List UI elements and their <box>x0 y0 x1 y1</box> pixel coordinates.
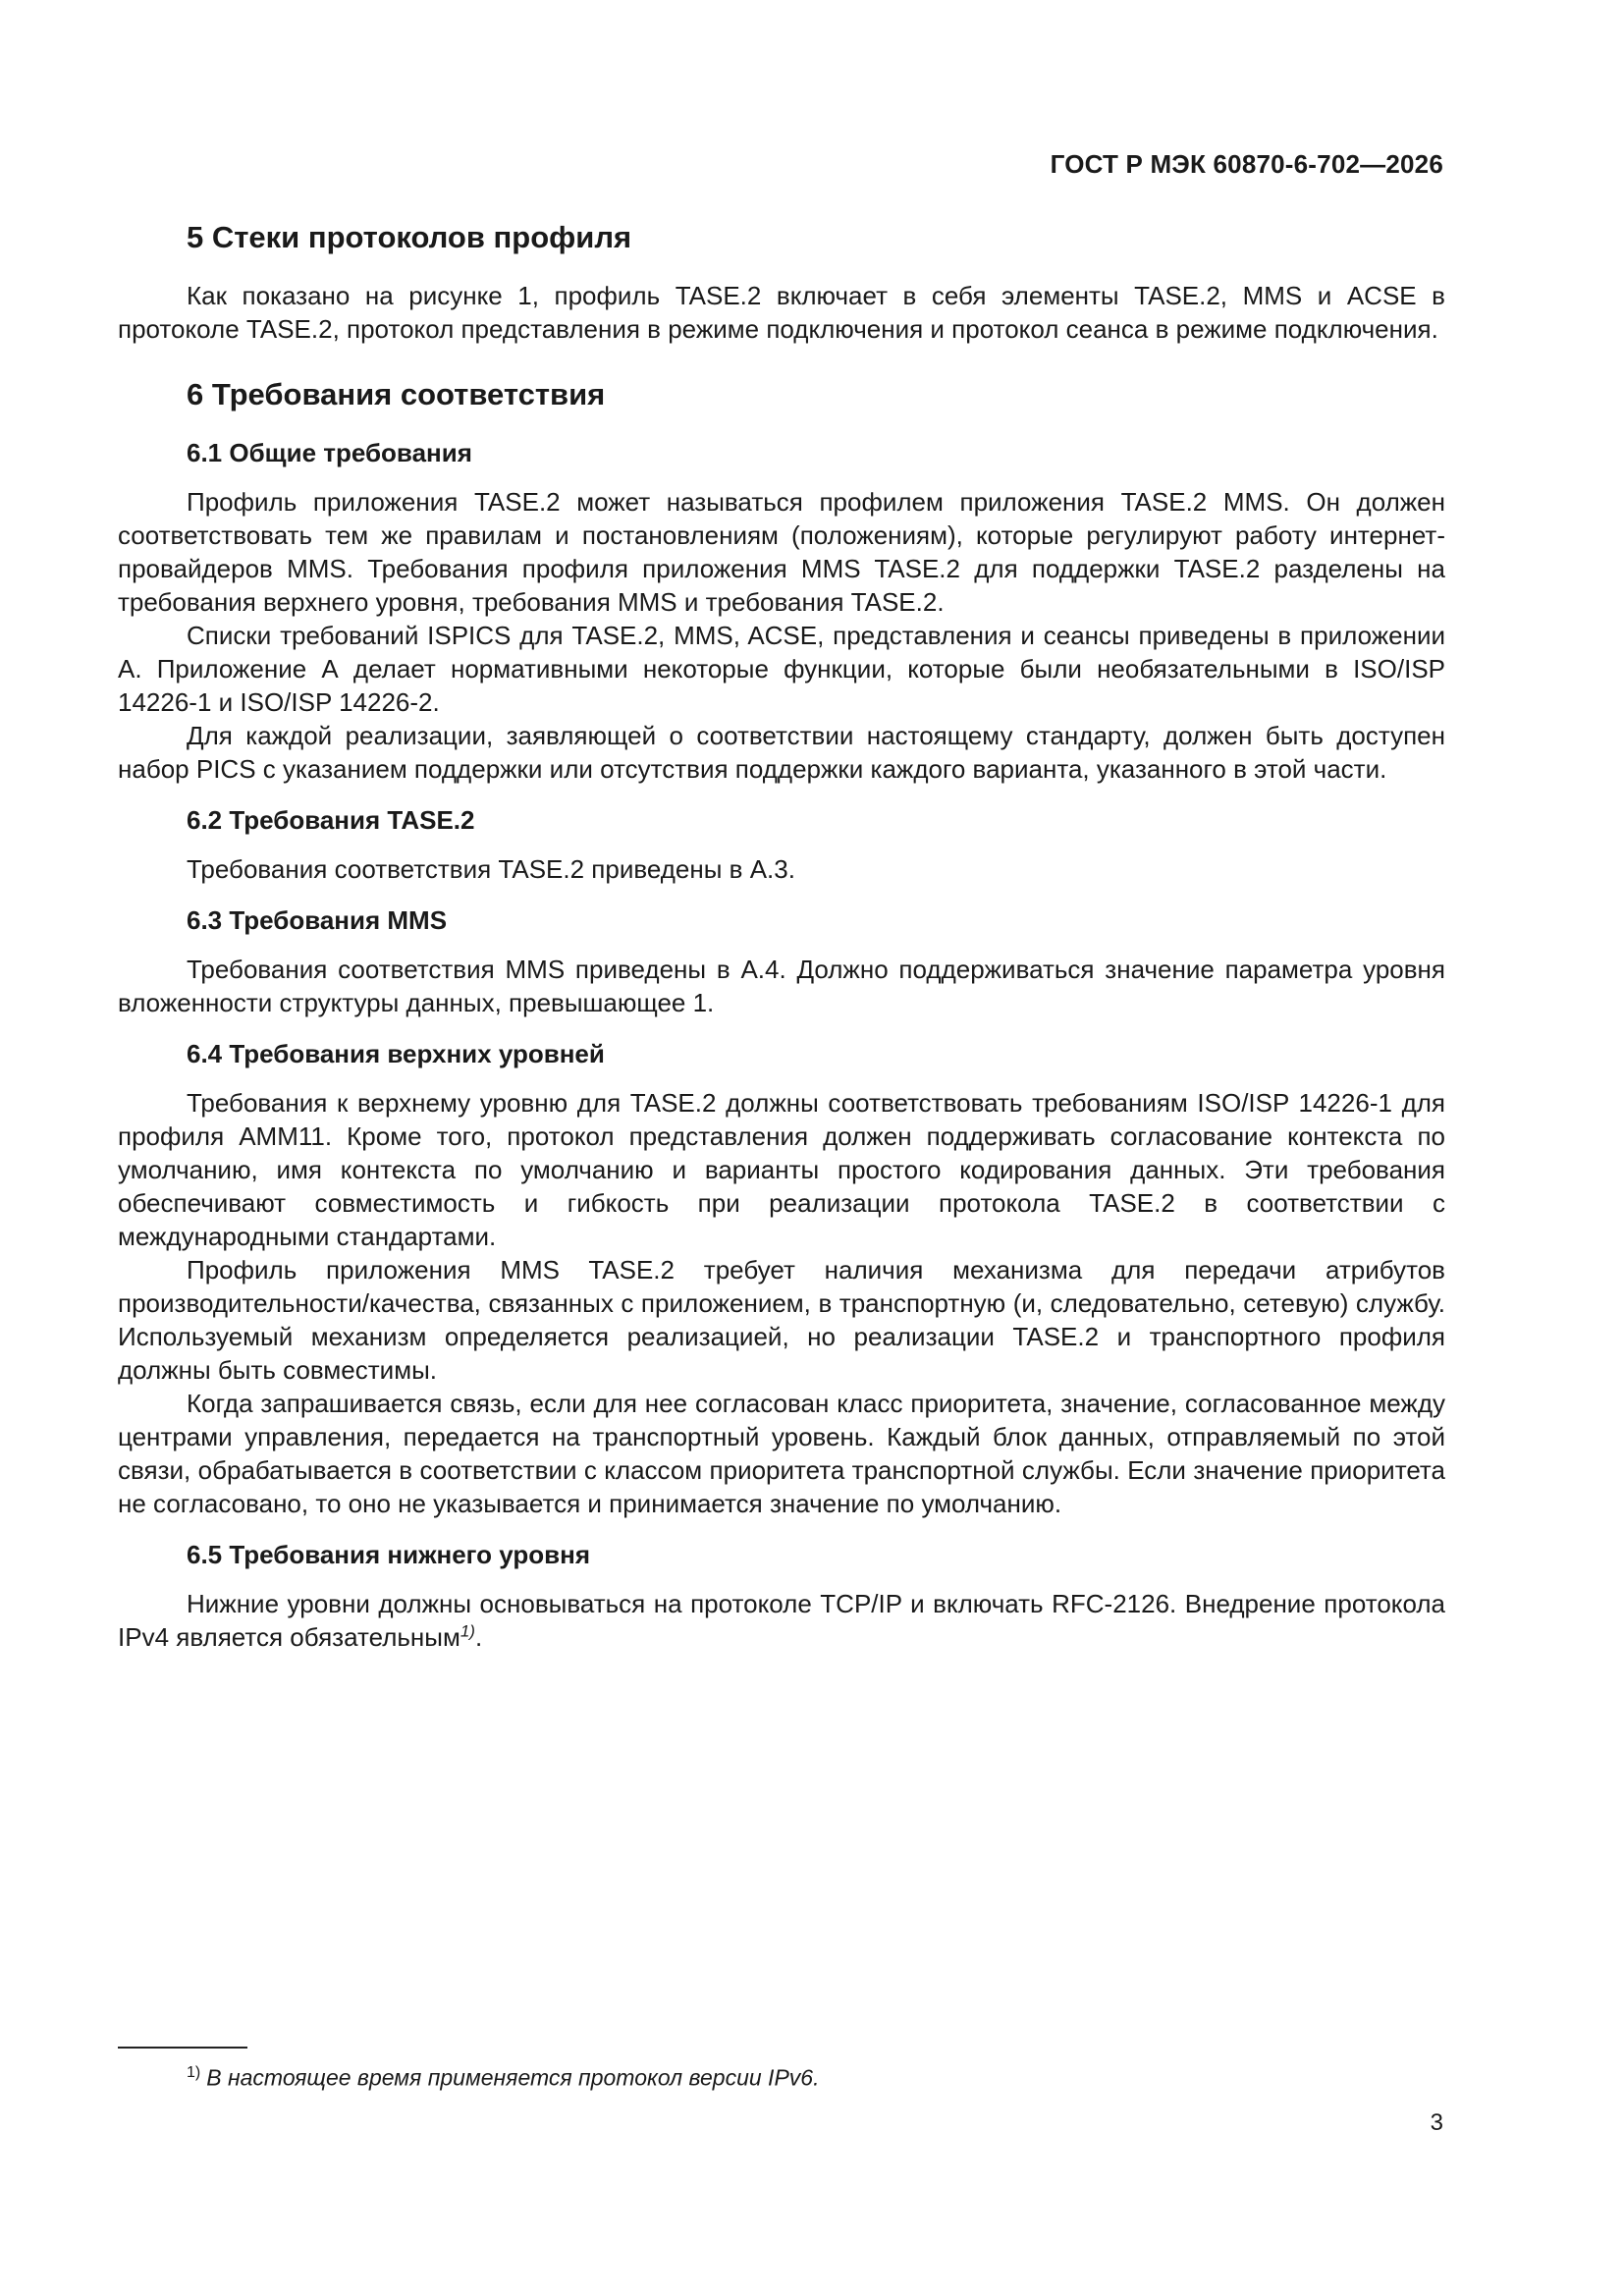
page-number: 3 <box>1430 2109 1443 2136</box>
page-body <box>118 218 1445 1654</box>
subsection-6-4-heading: 6.4 Требования верхних уровней <box>187 1039 605 1068</box>
subsection-6-2-paragraph: Требования соответствия TASE.2 приведены в А.3. <box>187 854 795 884</box>
section-5-paragraph: Как показано на рисунке 1, профиль TASE.2 включает в себя элементы TASE.2, MMS и ACSE в протоколе TASE.2, протокол представления в режиме подключения и протокол сеанса в режиме подключения. <box>118 281 1445 344</box>
subsection-6-3-heading: 6.3 Требования MMS <box>187 905 448 935</box>
subsection-6-1-paragraph-2: Списки требований ISPICS для TASE.2, MMS, ACSE, представления и сеансы приведены в приложении А. Приложение А делает нормативными некоторые функции, которые были необязательными в ISO/ISP 14226-1 и ISO/ISP 14226-2. <box>118 621 1445 717</box>
subsection-6-2-heading: 6.2 Требования TASE.2 <box>187 805 475 835</box>
section-6-heading: 6 Требования соответствия <box>187 377 606 411</box>
subsection-6-5-paragraph <box>118 1587 1445 1654</box>
subsection-6-5-heading: 6.5 Требования нижнего уровня <box>187 1540 590 1569</box>
footnote-reference: 1) <box>460 1621 475 1641</box>
subsection-6-5-text-end: . <box>474 1622 483 1652</box>
footnote-mark: 1) <box>187 2064 201 2081</box>
footnote-separator <box>118 2047 247 2049</box>
subsection-6-5-text: Нижние уровни должны основываться на протоколе TCP/IP и включать RFC-2126. Внедрение протокола IPv4 является обязательным <box>118 1589 1445 1652</box>
subsection-6-4-paragraph-3: Когда запрашивается связь, если для нее согласован класс приоритета, значение, согласованное между центрами управления, передается на транспортный уровень. Каждый блок данных, отправляемый по этой связи, обрабатывается в соответствии с классом приоритета транспортной службы. Если значение приоритета не согласовано, то оно не указывается и принимается значение по умолчанию. <box>118 1389 1445 1518</box>
subsection-6-1-paragraph-3: Для каждой реализации, заявляющей о соответствии настоящему стандарту, должен быть доступен набор PICS с указанием поддержки или отсутствия поддержки каждого варианта, указанного в этой части. <box>118 721 1445 784</box>
subsection-6-3-paragraph: Требования соответствия MMS приведены в А.4. Должно поддерживаться значение параметра уровня вложенности структуры данных, превышающее 1. <box>118 955 1445 1017</box>
footnote-text: В настоящее время применяется протокол версии IPv6. <box>206 2064 820 2091</box>
subsection-6-1-heading: 6.1 Общие требования <box>187 438 472 467</box>
footnote <box>187 2058 819 2093</box>
subsection-6-4-paragraph-1: Требования к верхнему уровню для TASE.2 должны соответствовать требованиям ISO/ISP 14226-1 для профиля AMM11. Кроме того, протокол представления должен поддерживать согласование контекста по умолчанию, имя контекста по умолчанию и варианты простого кодирования данных. Эти требования обеспечивают совместимость и гибкость при реализации протокола TASE.2 в соответствии с международными стандартами. <box>118 1088 1445 1251</box>
subsection-6-1-paragraph-1: Профиль приложения TASE.2 может называться профилем приложения TASE.2 MMS. Он должен соответствовать тем же правилам и постановлениям (положениям), которые регулируют работу интернет-провайдеров MMS. Требования профиля приложения MMS TASE.2 для поддержки TASE.2 разделены на требования верхнего уровня, требования MMS и требования TASE.2. <box>118 487 1445 617</box>
subsection-6-4-paragraph-2: Профиль приложения MMS TASE.2 требует наличия механизма для передачи атрибутов производительности/качества, связанных с приложением, в транспортную (и, следовательно, сетевую) службу. Используемый механизм определяется реализацией, но реализации TASE.2 и транспортного профиля должны быть совместимы. <box>118 1255 1445 1385</box>
running-header: ГОСТ Р МЭК 60870-6-702—2026 <box>1050 149 1443 179</box>
section-5-heading: 5 Стеки протоколов профиля <box>187 220 632 254</box>
